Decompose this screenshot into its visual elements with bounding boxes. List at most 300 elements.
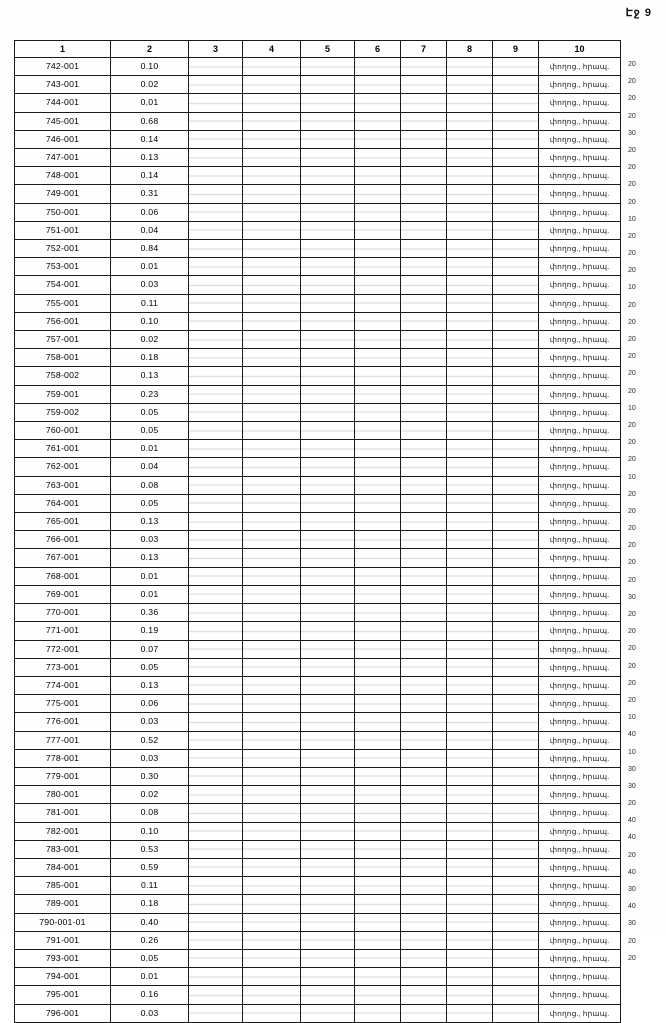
cell-parcel-code: 750-001 (15, 203, 111, 221)
cell-usage-note: փողոց., հրապ. (539, 622, 621, 640)
cell-empty-col4 (243, 130, 301, 148)
cell-usage-note: փողոց., հրապ. (539, 804, 621, 822)
table-row (15, 349, 621, 367)
table-row (15, 58, 621, 76)
cell-empty-col7 (401, 567, 447, 585)
cell-empty-col8 (447, 185, 493, 203)
cell-empty-col5 (301, 403, 355, 421)
cell-parcel-code: 784-001 (15, 858, 111, 876)
cell-empty-col6 (355, 695, 401, 713)
cell-empty-col6 (355, 986, 401, 1004)
cell-area-value: 0.05 (111, 494, 189, 512)
cell-empty-col7 (401, 94, 447, 112)
table-row (15, 585, 621, 603)
cell-empty-col8 (447, 1004, 493, 1022)
cell-area-value: 0.52 (111, 731, 189, 749)
cell-empty-col7 (401, 695, 447, 713)
cell-empty-col5 (301, 658, 355, 676)
cell-area-value: 0.13 (111, 676, 189, 694)
cell-usage-note: փողոց., հրապ. (539, 567, 621, 585)
cell-empty-col4 (243, 585, 301, 603)
table-row (15, 94, 621, 112)
cell-empty-col4 (243, 640, 301, 658)
cell-empty-col5 (301, 622, 355, 640)
cell-empty-col4 (243, 567, 301, 585)
cell-empty-col8 (447, 822, 493, 840)
cell-empty-col8 (447, 731, 493, 749)
margin-note: 20 (628, 851, 636, 859)
cell-empty-col3 (189, 440, 243, 458)
cell-empty-col3 (189, 458, 243, 476)
table-row (15, 858, 621, 876)
cell-empty-col5 (301, 112, 355, 130)
table-row (15, 513, 621, 531)
table-row (15, 877, 621, 895)
cell-empty-col4 (243, 531, 301, 549)
cell-empty-col6 (355, 94, 401, 112)
cell-parcel-code: 753-001 (15, 258, 111, 276)
cell-empty-col4 (243, 840, 301, 858)
cell-empty-col9 (493, 76, 539, 94)
cell-empty-col9 (493, 840, 539, 858)
cell-empty-col4 (243, 931, 301, 949)
cell-empty-col5 (301, 385, 355, 403)
cell-usage-note: փողոց., հրապ. (539, 94, 621, 112)
margin-note: 40 (628, 868, 636, 876)
margin-note: 10 (628, 404, 636, 412)
cell-usage-note: փողոց., հրապ. (539, 422, 621, 440)
column-header-8: 8 (447, 41, 493, 58)
cell-empty-col6 (355, 58, 401, 76)
table-row (15, 185, 621, 203)
cell-empty-col8 (447, 112, 493, 130)
cell-usage-note: փողոց., հրապ. (539, 676, 621, 694)
cell-area-value: 0.01 (111, 968, 189, 986)
cell-empty-col7 (401, 203, 447, 221)
cell-empty-col5 (301, 895, 355, 913)
column-header-1: 1 (15, 41, 111, 58)
cell-empty-col5 (301, 494, 355, 512)
cell-parcel-code: 770-001 (15, 604, 111, 622)
cell-empty-col4 (243, 221, 301, 239)
cell-empty-col3 (189, 240, 243, 258)
margin-note: 20 (628, 679, 636, 687)
cell-empty-col5 (301, 331, 355, 349)
cell-area-value: 0.03 (111, 276, 189, 294)
cell-empty-col3 (189, 185, 243, 203)
cell-parcel-code: 756-001 (15, 312, 111, 330)
cell-parcel-code: 781-001 (15, 804, 111, 822)
cell-empty-col4 (243, 294, 301, 312)
margin-note: 30 (628, 920, 636, 928)
cell-area-value: 0.40 (111, 913, 189, 931)
table-header (15, 41, 621, 58)
margin-note: 20 (628, 937, 636, 945)
cell-parcel-code: 758-001 (15, 349, 111, 367)
margin-note: 20 (628, 181, 636, 189)
cell-empty-col4 (243, 895, 301, 913)
column-header-7: 7 (401, 41, 447, 58)
cell-empty-col6 (355, 604, 401, 622)
cell-empty-col8 (447, 931, 493, 949)
cell-usage-note: փողոց., հրապ. (539, 331, 621, 349)
column-header-4: 4 (243, 41, 301, 58)
cell-empty-col5 (301, 367, 355, 385)
cell-empty-col5 (301, 312, 355, 330)
cell-empty-col4 (243, 367, 301, 385)
page-number-label: Էջ 9 (625, 7, 652, 19)
cell-empty-col8 (447, 767, 493, 785)
cell-empty-col9 (493, 604, 539, 622)
cell-empty-col8 (447, 585, 493, 603)
cell-empty-col9 (493, 294, 539, 312)
cell-empty-col6 (355, 713, 401, 731)
cell-empty-col3 (189, 858, 243, 876)
cell-usage-note: փողոց., հրապ. (539, 367, 621, 385)
cell-usage-note: փողոց., հրապ. (539, 986, 621, 1004)
cell-empty-col7 (401, 604, 447, 622)
cell-empty-col3 (189, 513, 243, 531)
cell-empty-col3 (189, 749, 243, 767)
cell-empty-col5 (301, 458, 355, 476)
cell-empty-col7 (401, 440, 447, 458)
cell-empty-col4 (243, 494, 301, 512)
cell-area-value: 0.03 (111, 1004, 189, 1022)
cell-empty-col3 (189, 695, 243, 713)
cell-empty-col8 (447, 713, 493, 731)
margin-note: 20 (628, 800, 636, 808)
cell-parcel-code: 744-001 (15, 94, 111, 112)
margin-note: 30 (628, 782, 636, 790)
table-row (15, 931, 621, 949)
cell-parcel-code: 760-001 (15, 422, 111, 440)
cell-parcel-code: 773-001 (15, 658, 111, 676)
cell-empty-col8 (447, 804, 493, 822)
margin-note: 40 (628, 834, 636, 842)
cell-empty-col8 (447, 203, 493, 221)
cell-empty-col9 (493, 185, 539, 203)
cell-parcel-code: 782-001 (15, 822, 111, 840)
cell-usage-note: փողոց., հրապ. (539, 58, 621, 76)
cell-area-value: 0.14 (111, 167, 189, 185)
cell-usage-note: փողոց., հրապ. (539, 240, 621, 258)
cell-empty-col9 (493, 367, 539, 385)
cell-parcel-code: 769-001 (15, 585, 111, 603)
table-row (15, 494, 621, 512)
cell-empty-col3 (189, 58, 243, 76)
table-row (15, 658, 621, 676)
table-row (15, 749, 621, 767)
table-row (15, 240, 621, 258)
cell-empty-col5 (301, 94, 355, 112)
cell-area-value: 0.36 (111, 604, 189, 622)
cell-empty-col7 (401, 877, 447, 895)
margin-note: 20 (628, 301, 636, 309)
cell-empty-col9 (493, 931, 539, 949)
margin-notes-column (628, 56, 662, 967)
cell-empty-col8 (447, 276, 493, 294)
margin-note: 30 (628, 593, 636, 601)
cell-empty-col8 (447, 258, 493, 276)
cell-empty-col6 (355, 130, 401, 148)
cell-empty-col3 (189, 713, 243, 731)
cell-empty-col4 (243, 822, 301, 840)
cell-empty-col8 (447, 622, 493, 640)
cell-empty-col9 (493, 167, 539, 185)
cell-empty-col3 (189, 786, 243, 804)
cell-parcel-code: 759-001 (15, 385, 111, 403)
cell-empty-col7 (401, 549, 447, 567)
margin-note: 20 (628, 387, 636, 395)
cell-empty-col4 (243, 112, 301, 130)
margin-note: 40 (628, 731, 636, 739)
cell-empty-col5 (301, 276, 355, 294)
cell-area-value: 0.68 (111, 112, 189, 130)
cell-parcel-code: 785-001 (15, 877, 111, 895)
cell-empty-col6 (355, 531, 401, 549)
table-row (15, 276, 621, 294)
cell-empty-col9 (493, 531, 539, 549)
margin-note: 20 (628, 507, 636, 515)
cell-empty-col7 (401, 385, 447, 403)
cell-empty-col6 (355, 822, 401, 840)
cell-usage-note: փողոց., հրապ. (539, 895, 621, 913)
table-row (15, 258, 621, 276)
cell-empty-col3 (189, 840, 243, 858)
cell-empty-col9 (493, 968, 539, 986)
cell-empty-col5 (301, 713, 355, 731)
cell-empty-col3 (189, 604, 243, 622)
cell-parcel-code: 759-002 (15, 403, 111, 421)
margin-note: 20 (628, 645, 636, 653)
cell-area-value: 0.26 (111, 931, 189, 949)
cell-area-value: 0.02 (111, 331, 189, 349)
cell-usage-note: փողոց., հրապ. (539, 294, 621, 312)
cell-empty-col7 (401, 986, 447, 1004)
table-row (15, 112, 621, 130)
cell-empty-col8 (447, 76, 493, 94)
cell-usage-note: փողոց., հրապ. (539, 604, 621, 622)
cell-empty-col6 (355, 149, 401, 167)
cell-empty-col3 (189, 531, 243, 549)
cell-empty-col4 (243, 458, 301, 476)
cell-usage-note: փողոց., հրապ. (539, 312, 621, 330)
cell-empty-col5 (301, 877, 355, 895)
cell-empty-col7 (401, 258, 447, 276)
margin-note: 30 (628, 886, 636, 893)
table-row (15, 76, 621, 94)
cell-empty-col7 (401, 403, 447, 421)
cell-empty-col6 (355, 167, 401, 185)
cell-empty-col6 (355, 276, 401, 294)
cell-empty-col3 (189, 422, 243, 440)
cell-usage-note: փողոց., հրապ. (539, 749, 621, 767)
cell-empty-col5 (301, 58, 355, 76)
cell-empty-col3 (189, 640, 243, 658)
cell-area-value: 0.13 (111, 149, 189, 167)
cell-usage-note: փողոց., հրապ. (539, 549, 621, 567)
cell-empty-col9 (493, 349, 539, 367)
cell-usage-note: փողոց., հրապ. (539, 585, 621, 603)
cell-empty-col3 (189, 167, 243, 185)
cell-empty-col7 (401, 221, 447, 239)
cell-empty-col3 (189, 221, 243, 239)
cell-empty-col5 (301, 203, 355, 221)
cell-empty-col8 (447, 312, 493, 330)
table-row (15, 567, 621, 585)
cell-empty-col7 (401, 895, 447, 913)
cell-empty-col8 (447, 130, 493, 148)
cell-empty-col8 (447, 858, 493, 876)
cell-area-value: 0.03 (111, 531, 189, 549)
margin-note: 20 (628, 696, 636, 704)
cell-empty-col9 (493, 458, 539, 476)
table-row (15, 367, 621, 385)
cell-empty-col9 (493, 585, 539, 603)
cell-empty-col3 (189, 385, 243, 403)
cell-empty-col3 (189, 986, 243, 1004)
margin-note: 20 (628, 542, 636, 550)
cell-empty-col9 (493, 749, 539, 767)
margin-note: 20 (628, 421, 636, 429)
cell-area-value: 0.14 (111, 130, 189, 148)
cell-empty-col8 (447, 458, 493, 476)
cell-usage-note: փողոց., հրապ. (539, 221, 621, 239)
cell-empty-col4 (243, 312, 301, 330)
cell-empty-col3 (189, 676, 243, 694)
margin-note: 20 (628, 439, 636, 447)
cell-empty-col3 (189, 203, 243, 221)
cell-empty-col7 (401, 331, 447, 349)
cell-parcel-code: 742-001 (15, 58, 111, 76)
cell-empty-col6 (355, 76, 401, 94)
table-row (15, 1004, 621, 1022)
cell-parcel-code: 795-001 (15, 986, 111, 1004)
cell-empty-col5 (301, 804, 355, 822)
cell-empty-col7 (401, 494, 447, 512)
cell-empty-col4 (243, 949, 301, 967)
cell-area-value: 0.10 (111, 58, 189, 76)
cell-empty-col6 (355, 513, 401, 531)
cell-empty-col7 (401, 713, 447, 731)
cell-empty-col8 (447, 877, 493, 895)
cell-empty-col9 (493, 221, 539, 239)
cell-empty-col4 (243, 240, 301, 258)
cell-empty-col4 (243, 767, 301, 785)
table-row (15, 440, 621, 458)
cell-empty-col3 (189, 149, 243, 167)
cell-empty-col6 (355, 949, 401, 967)
cell-area-value: 0.04 (111, 221, 189, 239)
cell-empty-col8 (447, 94, 493, 112)
cell-empty-col9 (493, 549, 539, 567)
cell-area-value: 0.08 (111, 476, 189, 494)
table-row (15, 422, 621, 440)
cell-empty-col7 (401, 185, 447, 203)
cell-empty-col6 (355, 895, 401, 913)
cell-parcel-code: 796-001 (15, 1004, 111, 1022)
cell-empty-col9 (493, 804, 539, 822)
cell-empty-col6 (355, 403, 401, 421)
cell-empty-col7 (401, 968, 447, 986)
cell-empty-col9 (493, 440, 539, 458)
margin-note: 20 (628, 662, 636, 670)
column-header-5: 5 (301, 41, 355, 58)
cell-area-value: 0.05 (111, 658, 189, 676)
margin-note: 20 (628, 576, 636, 584)
cell-empty-col8 (447, 240, 493, 258)
cell-empty-col9 (493, 476, 539, 494)
cell-empty-col7 (401, 349, 447, 367)
cell-empty-col9 (493, 422, 539, 440)
cell-empty-col9 (493, 240, 539, 258)
cell-area-value: 0.84 (111, 240, 189, 258)
cell-area-value: 0.30 (111, 767, 189, 785)
cell-area-value: 0.06 (111, 695, 189, 713)
cell-area-value: 0.01 (111, 258, 189, 276)
margin-note: 20 (628, 353, 636, 361)
cell-area-value: 0.11 (111, 294, 189, 312)
cell-empty-col6 (355, 585, 401, 603)
cell-empty-col3 (189, 767, 243, 785)
cell-empty-col3 (189, 804, 243, 822)
cell-empty-col7 (401, 112, 447, 130)
cell-empty-col4 (243, 858, 301, 876)
cell-parcel-code: 771-001 (15, 622, 111, 640)
cell-empty-col8 (447, 385, 493, 403)
cell-parcel-code: 767-001 (15, 549, 111, 567)
cell-empty-col6 (355, 931, 401, 949)
cell-empty-col5 (301, 130, 355, 148)
cell-empty-col5 (301, 294, 355, 312)
cell-empty-col4 (243, 549, 301, 567)
cell-area-value: 0.59 (111, 858, 189, 876)
cell-empty-col3 (189, 931, 243, 949)
cell-empty-col9 (493, 513, 539, 531)
cell-empty-col8 (447, 786, 493, 804)
cell-empty-col8 (447, 513, 493, 531)
cell-empty-col7 (401, 167, 447, 185)
cell-empty-col6 (355, 840, 401, 858)
cell-usage-note: փողոց., հրապ. (539, 203, 621, 221)
cell-empty-col4 (243, 385, 301, 403)
cell-empty-col3 (189, 276, 243, 294)
cell-empty-col9 (493, 786, 539, 804)
cell-empty-col7 (401, 240, 447, 258)
cell-area-value: 0.04 (111, 458, 189, 476)
table-row (15, 167, 621, 185)
cell-empty-col3 (189, 294, 243, 312)
cell-parcel-code: 749-001 (15, 185, 111, 203)
cell-empty-col9 (493, 731, 539, 749)
cell-empty-col5 (301, 822, 355, 840)
cell-empty-col9 (493, 58, 539, 76)
cell-empty-col5 (301, 604, 355, 622)
cell-empty-col5 (301, 731, 355, 749)
cell-empty-col5 (301, 767, 355, 785)
table-row (15, 676, 621, 694)
cell-area-value: 0.03 (111, 749, 189, 767)
cell-empty-col6 (355, 476, 401, 494)
cell-empty-col7 (401, 476, 447, 494)
cell-empty-col9 (493, 276, 539, 294)
cell-empty-col9 (493, 895, 539, 913)
table-row (15, 476, 621, 494)
cell-usage-note: փողոց., հրապ. (539, 112, 621, 130)
margin-note: 20 (628, 267, 636, 275)
cell-empty-col7 (401, 858, 447, 876)
cell-area-value: 0.16 (111, 986, 189, 1004)
